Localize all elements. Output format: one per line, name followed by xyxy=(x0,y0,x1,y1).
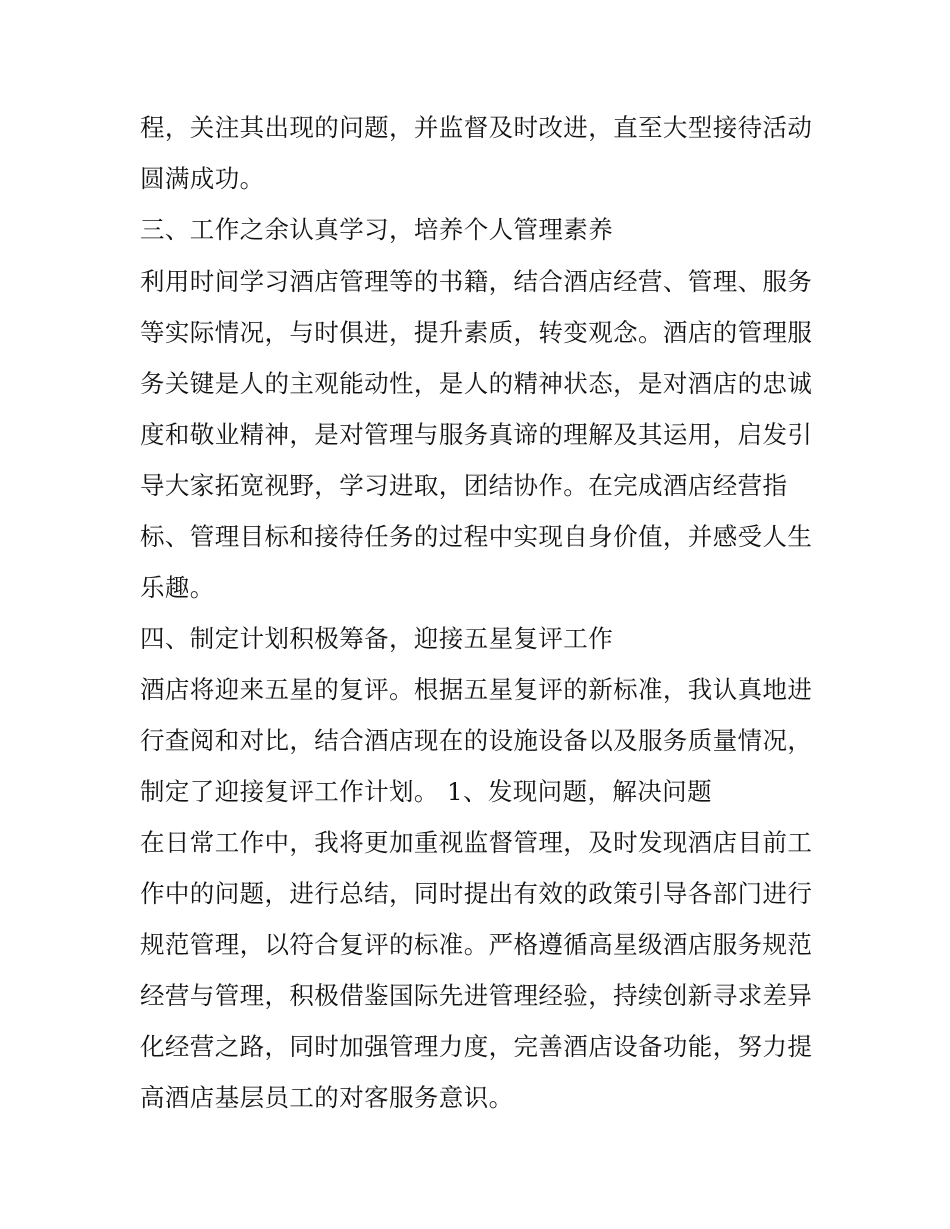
section-heading: 三、工作之余认真学习，培养个人管理素养 xyxy=(140,215,614,244)
body-text-line: 高酒店基层员工的对客服务意识。 xyxy=(140,1083,514,1112)
body-text-line: 务关键是人的主观能动性，是人的精神状态，是对酒店的忠诚 xyxy=(140,369,813,398)
body-text-line: 程，关注其出现的问题，并监督及时改进，直至大型接待活动 xyxy=(140,113,813,142)
body-text-line: 酒店将迎来五星的复评。根据五星复评的新标准，我认真地进 xyxy=(140,675,813,704)
body-text-line: 作中的问题，进行总结，同时提出有效的政策引导各部门进行 xyxy=(140,879,813,908)
body-text-line: 化经营之路，同时加强管理力度，完善酒店设备功能，努力提 xyxy=(140,1032,813,1061)
body-text-line: 行查阅和对比，结合酒店现在的设施设备以及服务质量情况， xyxy=(140,726,813,755)
body-text-line: 等实际情况，与时俱进，提升素质，转变观念。酒店的管理服 xyxy=(140,318,813,347)
body-text-line: 规范管理，以符合复评的标准。严格遵循高星级酒店服务规范 xyxy=(140,930,813,959)
body-text-line: 利用时间学习酒店管理等的书籍，结合酒店经营、管理、服务 xyxy=(140,267,813,296)
body-text-line: 标、管理目标和接待任务的过程中实现自身价值，并感受人生 xyxy=(140,522,813,551)
body-text-line: 乐趣。 xyxy=(140,573,215,602)
body-text-line: 度和敬业精神，是对管理与服务真谛的理解及其运用，启发引 xyxy=(140,420,813,449)
body-text-line: 在日常工作中，我将更加重视监督管理，及时发现酒店目前工 xyxy=(140,828,813,857)
body-text-line: 圆满成功。 xyxy=(140,164,265,193)
body-text-line: 导大家拓宽视野，学习进取，团结协作。在完成酒店经营指 xyxy=(140,471,788,500)
body-text-line: 制定了迎接复评工作计划。 1、发现问题，解决问题 xyxy=(140,777,712,806)
body-text-line: 经营与管理，积极借鉴国际先进管理经验，持续创新寻求差异 xyxy=(140,981,813,1010)
section-heading: 四、制定计划积极筹备，迎接五星复评工作 xyxy=(140,624,614,653)
